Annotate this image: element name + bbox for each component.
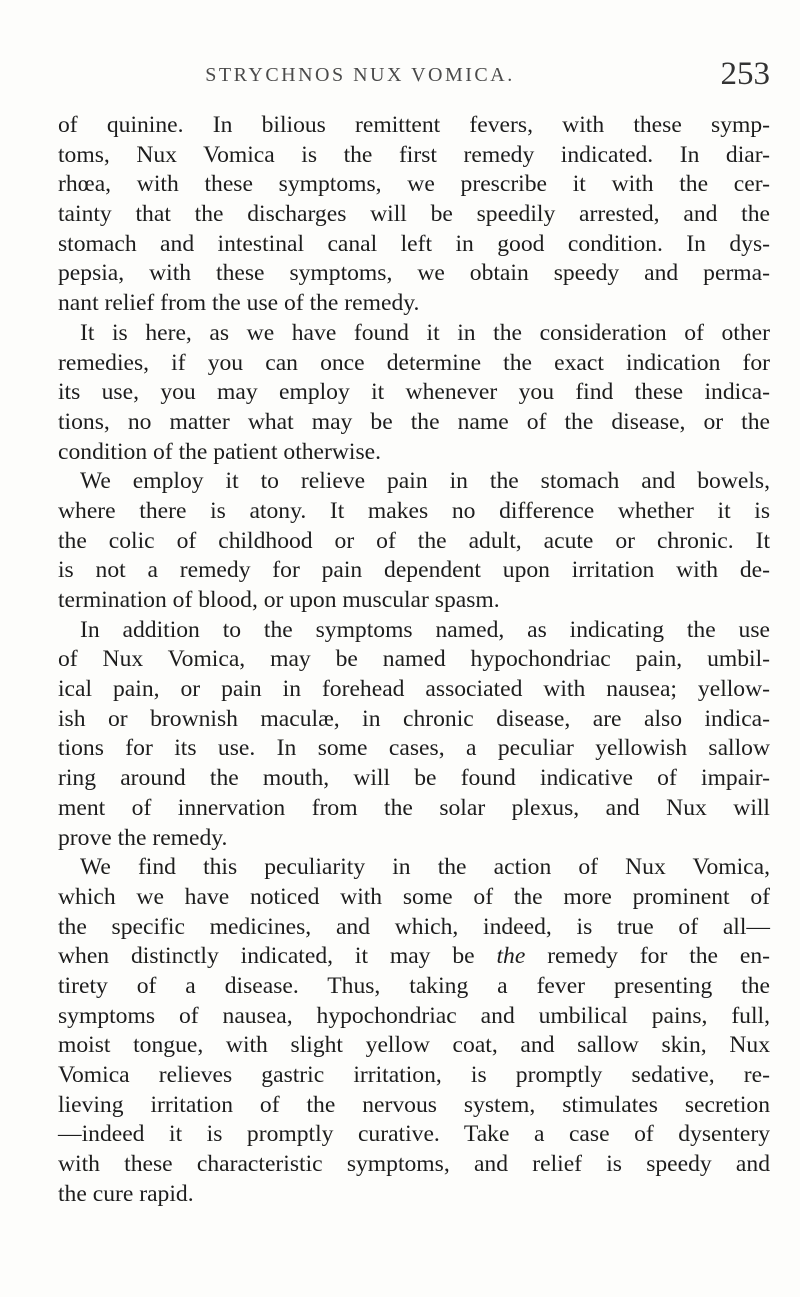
body-text — [58, 111, 770, 1209]
text-line: where there is atony. It makes no difference whether it is — [58, 497, 770, 524]
text-line: ment of innervation from the solar plexus, and Nux will — [58, 794, 770, 821]
text-line: We find this peculiarity in the action of Nux Vomica, — [80, 854, 770, 881]
text-line: the colic of childhood or of the adult, acute or chronic. It — [58, 527, 770, 554]
text-line: of quinine. In bilious remittent fevers, with these symp- — [58, 112, 770, 138]
text-line: —indeed it is promptly curative. Take a case of dysentery — [58, 1121, 770, 1148]
text-line: the specific medicines, and which, indeed, is true of all— — [58, 913, 770, 940]
text-line: lieving irritation of the nervous system, stimulates secretion — [58, 1091, 770, 1118]
text-line: its use, you may employ it whenever you find these indica- — [58, 379, 770, 406]
text-fragment: remedy for the en- — [547, 943, 771, 970]
text-line: toms, Nux Vomica is the first remedy indicated. In diar- — [58, 141, 770, 168]
text-line: with these characteristic symptoms, and relief is speedy and — [58, 1151, 770, 1178]
text-line: tainty that the discharges will be speedily arrested, and the — [58, 201, 770, 228]
text-line: symptoms of nausea, hypochondriac and umbilical pains, full, — [58, 1002, 770, 1029]
text-line: rhœa, with these symptoms, we prescribe it with the cer- — [58, 171, 770, 198]
text-line-with-emphasis — [58, 942, 770, 972]
text-line: It is here, as we have found it in the consideration of other — [80, 319, 770, 346]
text-line: In addition to the symptoms named, as indicating the use — [80, 616, 770, 643]
text-fragment: when distinctly indicated, it may be — [58, 943, 475, 970]
text-line: ish or brownish maculæ, in chronic disease, are also indica- — [58, 705, 770, 732]
text-line: We employ it to relieve pain in the stomach and bowels, — [80, 468, 770, 495]
text-line: moist tongue, with slight yellow coat, and sallow skin, Nux — [58, 1032, 770, 1059]
text-line: tirety of a disease. Thus, taking a fever presenting the — [58, 972, 770, 999]
italic-emphasis: the — [496, 943, 526, 970]
text-line: remedies, if you can once determine the exact indication for — [58, 349, 770, 376]
text-line: which we have noticed with some of the more prominent of — [58, 883, 770, 910]
text-line: ical pain, or pain in forehead associated with nausea; yellow- — [58, 676, 770, 703]
text-line: the cure rapid. — [58, 1180, 194, 1207]
text-line: nant relief from the use of the remedy. — [58, 290, 420, 317]
text-line: Vomica relieves gastric irritation, is promptly sedative, re- — [58, 1062, 770, 1088]
text-line: ring around the mouth, will be found indicative of impair- — [58, 765, 770, 792]
text-line: stomach and intestinal canal left in good condition. In dys- — [58, 230, 770, 257]
text-line: tions for its use. In some cases, a peculiar yellowish sallow — [58, 735, 770, 762]
text-line: is not a remedy for pain dependent upon irritation with de- — [58, 557, 770, 584]
text-line: condition of the patient otherwise. — [58, 438, 382, 465]
running-title: STRYCHNOS NUX VOMICA. — [205, 64, 515, 86]
running-head — [0, 58, 800, 94]
text-line: tions, no matter what may be the name of the disease, or the — [58, 408, 770, 435]
text-line: of Nux Vomica, may be named hypochondriac pain, umbil- — [58, 646, 770, 673]
page-number: 253 — [720, 56, 770, 92]
text-line: prove the remedy. — [58, 824, 228, 851]
text-line: termination of blood, or upon muscular spasm. — [58, 587, 500, 613]
text-line: pepsia, with these symptoms, we obtain speedy and perma- — [58, 260, 770, 287]
